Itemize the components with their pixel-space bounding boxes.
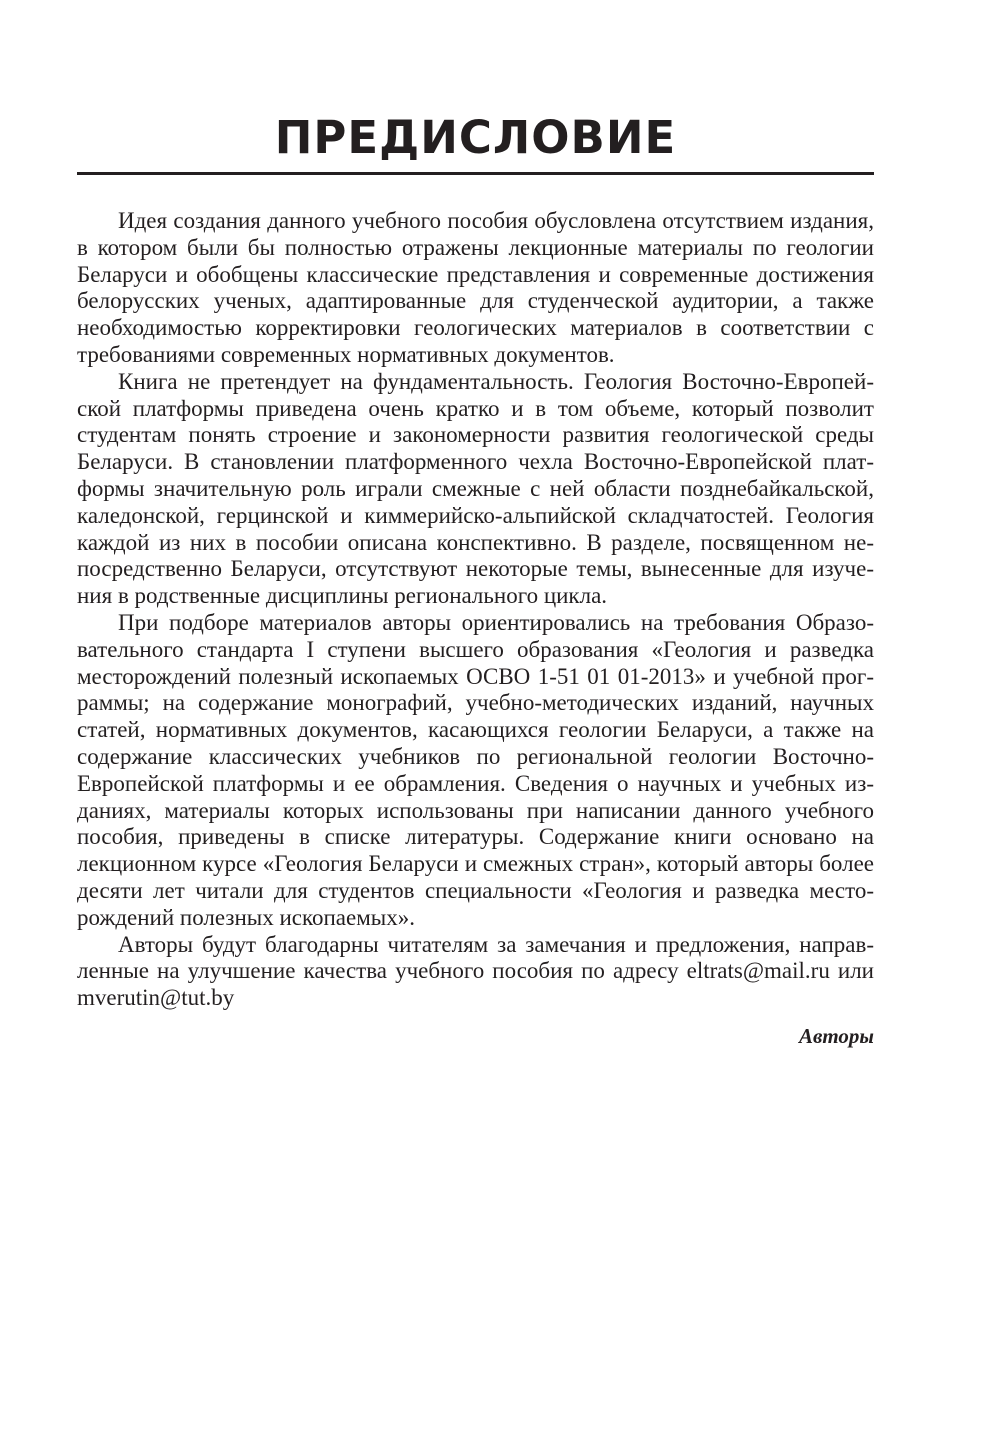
preface-page xyxy=(77,0,874,1049)
paragraph-feedback: Авторы будут благодарны читателям за замечания и предложения, направленные на улучшение качества учебного пособия по адресу eltrats@mail.ru или mverutin@tut.by xyxy=(77,931,874,1011)
paragraph-sources: При подборе материалов авторы ориентировались на требования Образовательного стандарта I ступени высшего образования «Геология и разведка месторождений полезный ископаемых ОСВО 1-51 01 01-2013» и учебной программы; на содержание монографий, учебно-методических изданий, научных статей, нормативных документов, касающихся геологии Беларуси, а также на содержание классических учебников по региональной геологии Восточно-Европейской платформы и ее обрамления. Сведения о научных и учебных изданиях, материалы которых использованы при написании данного учебного пособия, приведены в списке литературы. Содержание книги основано на лекционном курсе «Геология Беларуси и смежных стран», который авторы более десяти лет читали для студентов специальности «Геология и разведка месторождений полезных ископаемых». xyxy=(77,609,874,930)
paragraph-scope: Книга не претендует на фундаментальность. Геология Восточно-Европейской платформы приведена очень кратко и в том объеме, который позволит студентам понять строение и закономерности развития геологической среды Беларуси. В становлении платформенного чехла Восточно-Европейской платформы значительную роль играли смежные с ней области позднебайкальской, каледонской, герцинской и киммерийско-альпийской складчатостей. Геология каждой из них в пособии описана конспективно. В разделе, посвященном непосредственно Беларуси, отсутствуют некоторые темы, вынесенные для изучения в родственные дисциплины регионального цикла. xyxy=(77,368,874,609)
authors-signature: Авторы xyxy=(798,1023,874,1048)
paragraph-purpose: Идея создания данного учебного пособия обусловлена отсутствием издания, в котором были бы полностью отражены лекционные материалы по геологии Беларуси и обобщены классические представления и современные достижения белорусских ученых, адаптированные для студенческой аудитории, а также необходимостью корректировки геологических материалов в соответствии с требованиями современных нормативных документов. xyxy=(77,208,874,367)
page-title: ПРЕДИСЛОВИЕ xyxy=(274,111,677,164)
preface-body xyxy=(77,208,874,1012)
title-underline xyxy=(77,172,874,175)
